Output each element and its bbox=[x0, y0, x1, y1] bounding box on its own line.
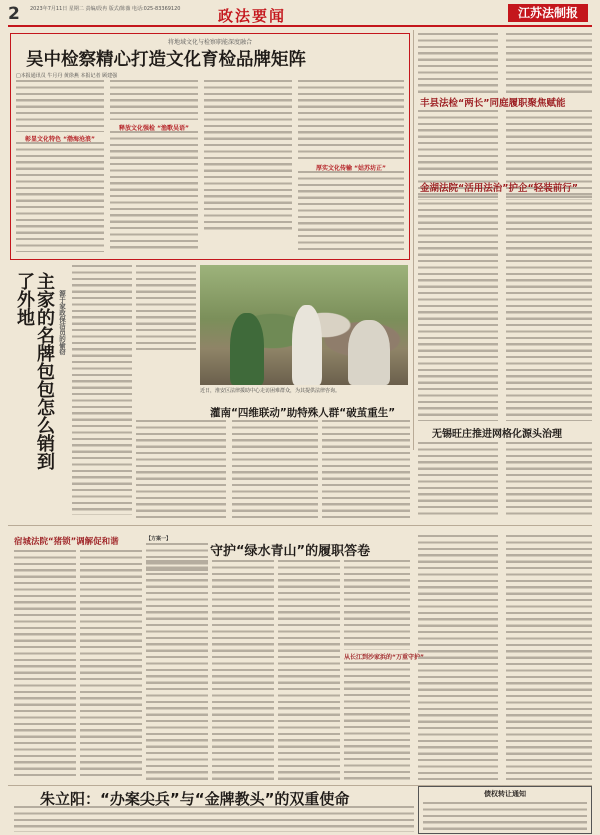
photo-caption: 近日，淮安区法律援助中心走访困难群众，为其提供法律咨询。 bbox=[200, 388, 341, 394]
right-text-c2 bbox=[506, 196, 592, 421]
header-rule bbox=[8, 25, 592, 27]
lower-left-text2 bbox=[80, 550, 142, 780]
lead-subhead-1: 彰显文化特色 “渤海沧浪” bbox=[25, 136, 95, 143]
right-text-c1 bbox=[418, 196, 498, 421]
lower-right-text2 bbox=[506, 535, 592, 780]
lead-subhead-2: 释放文化强检 “渔歌吴语” bbox=[119, 125, 189, 132]
lower-left-text1 bbox=[14, 550, 76, 780]
lower-mid-subhead: 从长江到沙家浜的“万重守护” bbox=[344, 654, 424, 661]
photo-story-headline: 灌南“四维联动”助特殊人群“破茧重生” bbox=[210, 407, 396, 419]
legal-notice-box bbox=[418, 786, 592, 834]
photo-story-text2 bbox=[232, 420, 318, 520]
photo-figure-left bbox=[230, 313, 264, 385]
lower-right-text1 bbox=[418, 535, 498, 780]
lead-text-col4b bbox=[298, 171, 404, 251]
lower-mid-text-e2 bbox=[344, 662, 410, 780]
bottom-article-text bbox=[14, 806, 414, 832]
photo-figure-right bbox=[348, 320, 390, 385]
feature-text-col1 bbox=[72, 265, 132, 515]
lead-kicker: 将地域文化与检察职能深度融合 bbox=[167, 39, 252, 46]
column-divider bbox=[413, 30, 414, 450]
bottom-headline: 朱立阳：“办案尖兵”与“金牌教头”的双重使命 bbox=[40, 790, 350, 808]
lead-subhead-3: 厚实文化传输 “姑苏坊正” bbox=[316, 165, 386, 172]
newspaper-logo: 江苏法制报 bbox=[508, 4, 588, 22]
feature-text-col2 bbox=[136, 265, 196, 350]
lower-mid-text-b bbox=[146, 560, 208, 780]
lower-rule bbox=[8, 525, 592, 526]
legal-notice-title: 债权转让通知 bbox=[484, 790, 526, 798]
right-headline-1: 丰县法检“两长”同庭履职聚焦赋能 bbox=[420, 98, 566, 109]
feature-vertical-headline: 主家的名牌包包怎么销到了外地 bbox=[14, 272, 55, 470]
photo-story-text1 bbox=[136, 420, 226, 520]
legal-notice-text bbox=[423, 802, 587, 834]
right-headline-2: 金湖法院“活用法治”护企“轻装前行” bbox=[420, 183, 578, 194]
right-text-a1 bbox=[418, 33, 498, 93]
lead-headline: 吴中检察精心打造文化育检品牌矩阵 bbox=[26, 50, 306, 70]
lower-left-headline: 宿城法院“猪锁”调解促和谐 bbox=[14, 537, 119, 547]
right-text-a2 bbox=[506, 33, 592, 93]
right-headline-3: 无锡旺庄推进网格化源头治理 bbox=[432, 429, 562, 440]
lead-text-col2a bbox=[110, 80, 198, 120]
issue-date-line: 2023年7月11日 星期二 责编/段冉 版式/陈薇 电话:025-83369120 bbox=[30, 6, 181, 12]
lower-mid-text-c bbox=[212, 560, 274, 780]
lower-mid-headline: 守护“绿水青山”的履职答卷 bbox=[210, 544, 371, 559]
lead-byline: □本报通讯员 牛月丹 黄徐燕 本报记者 顾建强 bbox=[16, 73, 118, 79]
lead-text-col1a bbox=[16, 80, 104, 132]
photo-figure-center bbox=[292, 305, 322, 385]
lead-text-col4a bbox=[298, 80, 404, 160]
feature-vertical-deck: 源于家政保洁员的偷窃 bbox=[58, 290, 66, 355]
lower-mid-text-e1 bbox=[344, 560, 410, 650]
page-number: 2 bbox=[8, 4, 20, 24]
lead-text-col2b bbox=[110, 131, 198, 251]
section-title: 政法要闻 bbox=[218, 7, 287, 25]
lead-text-col3 bbox=[204, 80, 292, 230]
lower-mid-text-d bbox=[278, 560, 340, 780]
right-text-d1 bbox=[418, 442, 498, 517]
news-photo bbox=[200, 265, 408, 385]
scheme-label-1: 【方案一】 bbox=[146, 536, 172, 542]
right-text-d2 bbox=[506, 442, 592, 517]
photo-story-text3 bbox=[322, 420, 410, 520]
lead-text-col1b bbox=[16, 142, 104, 252]
